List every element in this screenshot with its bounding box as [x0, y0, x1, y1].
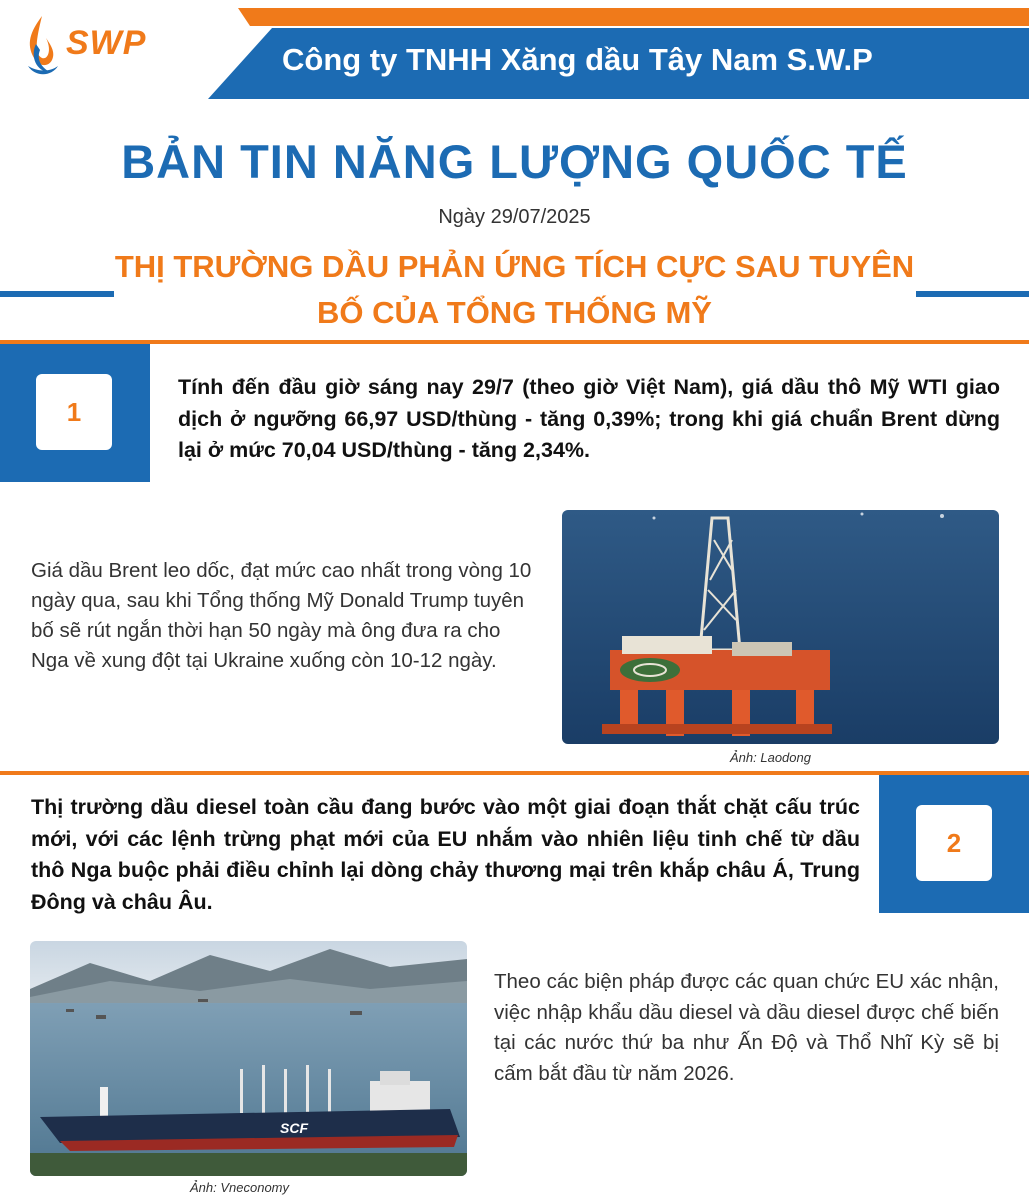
page-title: BẢN TIN NĂNG LƯỢNG QUỐC TẾ — [121, 135, 908, 188]
oil-rig-photo — [562, 510, 999, 744]
svg-text:SCF: SCF — [280, 1120, 308, 1136]
section-number: 2 — [916, 805, 992, 881]
section-body: Theo các biện pháp được các quan chức EU xác nhận, việc nhập khẩu dầu diesel và dầu diesel được chế biến tại các nước thứ ba như Ấn Độ và Thổ Nhĩ Kỳ sẽ bị cấm bắt đầu từ năm 2026. — [494, 970, 999, 1085]
section-body: Giá dầu Brent leo dốc, đạt mức cao nhất trong vòng 10 ngày qua, sau khi Tổng thống Mỹ Donald Trump tuyên bố sẽ rút ngắn thời hạn 50 ngày mà ông đưa ra cho Nga về xung đột tại Ukraine xuống còn 10-12 ngày. — [31, 559, 532, 672]
tanker-photo — [30, 941, 467, 1176]
right-accent-line — [916, 291, 1029, 297]
company-name: Công ty TNHH Xăng dầu Tây Nam S.W.P — [282, 42, 873, 77]
company-logo — [18, 10, 208, 80]
section-lead: Thị trường dầu diesel toàn cầu đang bước vào một giai đoạn thắt chặt cấu trúc mới, với các lệnh trừng phạt mới của EU nhắm vào nhiên liệu tinh chế từ dầu thô Nga buộc phải điều chỉnh lại dòng chảy thương mại trên khắp châu Á, Trung Đông và châu Âu. — [31, 795, 860, 914]
section-divider — [0, 340, 1029, 344]
header — [0, 0, 1029, 100]
photo-caption: Ảnh: Laodong — [730, 750, 811, 765]
section-lead: Tính đến đầu giờ sáng nay 29/7 (theo giờ Việt Nam), giá dầu thô Mỹ WTI giao dịch ở ngưỡng 66,97 USD/thùng - tăng 0,39%; trong khi giá chuẩn Brent dừng lại ở mức 70,04 USD/thùng - tăng 2,34%. — [178, 375, 1000, 462]
section-number: 1 — [36, 374, 112, 450]
flame-icon — [22, 14, 62, 80]
photo-caption: Ảnh: Vneconomy — [190, 1180, 290, 1195]
logo-text: SWP — [66, 24, 147, 62]
publish-date: Ngày 29/07/2025 — [438, 206, 591, 228]
section-divider — [0, 771, 1029, 775]
headline: THỊ TRƯỜNG DẦU PHẢN ỨNG TÍCH CỰC SAU TUYÊN BỐ CỦA TỔNG THỐNG MỸ — [114, 249, 915, 330]
left-accent-line — [0, 291, 114, 297]
